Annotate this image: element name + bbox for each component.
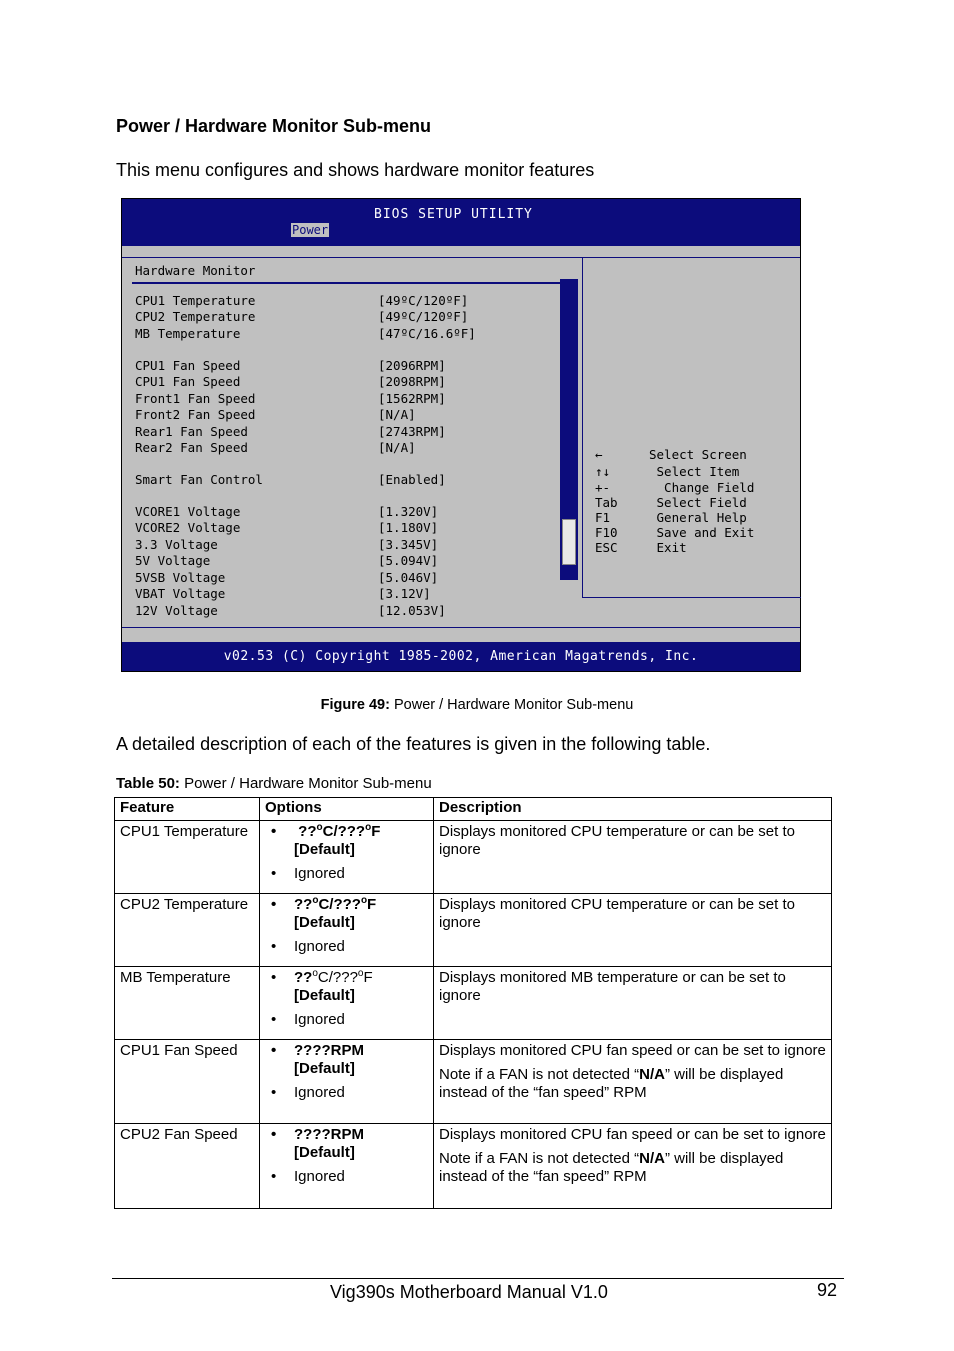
option-text: F [363, 969, 373, 986]
bios-row-label: CPU1 Temperature [135, 293, 256, 308]
degree-symbol: o [312, 895, 319, 906]
bios-row-value: [1.180V] [378, 520, 439, 535]
bios-tab-power[interactable]: Power [292, 223, 329, 237]
bios-row-value: [49ºC/120ºF] [378, 309, 469, 324]
option-default: [Default] [294, 1144, 355, 1161]
bios-row-vbat[interactable] [135, 586, 431, 602]
table-cell-options [260, 821, 434, 894]
bios-row-value: [2098RPM] [378, 374, 446, 389]
bios-help-general-help [595, 510, 747, 525]
option-text: C/??? [317, 969, 358, 986]
bios-panel-divider [582, 258, 583, 598]
description-text: Displays monitored CPU fan speed or can be set to ignore [439, 1126, 826, 1143]
option-text: C/??? [318, 896, 361, 913]
bios-row-label: Smart Fan Control [135, 472, 263, 487]
bios-help-desc: General Help [649, 510, 747, 525]
bios-header-bar [122, 199, 800, 246]
bios-row-value: [2096RPM] [378, 358, 446, 373]
bios-row-value: [47ºC/16.6ºF] [378, 326, 476, 341]
description-text: Displays monitored CPU fan speed or can be set to ignore [439, 1042, 826, 1059]
bios-row-value: [49ºC/120ºF] [378, 293, 469, 308]
note-text: Note if a FAN is not detected “ [439, 1066, 640, 1083]
bios-row-value: [5.094V] [378, 553, 439, 568]
bios-help-key: +- [595, 480, 611, 495]
bios-section-underline [132, 282, 562, 284]
bios-row-cpu1-temp[interactable] [135, 293, 469, 309]
bios-row-12v[interactable] [135, 603, 446, 619]
bios-scrollbar-thumb[interactable] [562, 519, 576, 565]
bios-row-label: VCORE1 Voltage [135, 504, 241, 519]
table-row [115, 1124, 832, 1209]
note-text: ” will be displayed instead of the “fan speed” RPM [439, 1150, 784, 1185]
degree-symbol: o [365, 822, 372, 833]
intro-text: This menu configures and shows hardware monitor features [116, 160, 595, 180]
option-text: ????RPM [294, 1042, 364, 1059]
option-text: C/??? [322, 823, 366, 840]
table-cell-feature: CPU2 Temperature [115, 894, 260, 967]
option-default: [Default] [294, 841, 355, 858]
feature-table [114, 797, 832, 1209]
bios-footer-bar [122, 642, 800, 671]
table-cell-options [260, 1040, 434, 1124]
note-na: N/A [639, 1150, 665, 1167]
bios-row-label: Rear1 Fan Speed [135, 424, 248, 439]
detail-text: A detailed description of each of the features is given in the following table. [116, 734, 711, 754]
fan-note [439, 1150, 826, 1186]
option-text: ?? [298, 823, 317, 840]
bios-help-desc: Select Field [649, 495, 747, 510]
bios-row-front2-fan[interactable] [135, 407, 416, 423]
bios-row-value: [2743RPM] [378, 424, 446, 439]
option-text: ????RPM [294, 1126, 364, 1143]
bios-row-label: CPU2 Temperature [135, 309, 256, 324]
table-cell-feature: CPU2 Fan Speed [115, 1124, 260, 1209]
option-ignored: • Ignored [265, 1084, 428, 1102]
bios-section-title: Hardware Monitor [135, 263, 256, 278]
degree-symbol: o [357, 968, 364, 979]
option-default: [Default] [294, 1060, 355, 1077]
bios-row-vcore1[interactable] [135, 504, 439, 520]
table-cell-description [434, 1124, 832, 1209]
table-header-options: Options [260, 798, 434, 821]
bios-help-desc: Change Field [649, 480, 755, 495]
table-cell-options [260, 1124, 434, 1209]
bios-settings-panel [122, 258, 582, 627]
bios-row-label: Front1 Fan Speed [135, 391, 256, 406]
table-caption [116, 775, 432, 792]
table-cell-description [434, 1040, 832, 1124]
degree-symbol: o [316, 822, 323, 833]
table-cell-feature: CPU1 Fan Speed [115, 1040, 260, 1124]
option-text: F [367, 896, 377, 913]
note-text: ” will be displayed instead of the “fan speed” RPM [439, 1066, 784, 1101]
bios-row-value: [12.053V] [378, 603, 446, 618]
table-cell-options [260, 894, 434, 967]
bios-row-label: Rear2 Fan Speed [135, 440, 248, 455]
table-caption-label: Table 50: [116, 775, 180, 792]
bios-row-value: [Enabled] [378, 472, 446, 487]
option-rpm-default [265, 1126, 428, 1162]
degree-symbol: o [312, 968, 318, 979]
bios-row-value: [5.046V] [378, 570, 439, 585]
bios-row-rear1-fan[interactable] [135, 424, 446, 440]
option-ignored: • Ignored [265, 1168, 428, 1186]
bios-row-5vsb[interactable] [135, 570, 439, 586]
table-row [115, 1040, 832, 1124]
figure-caption-text: Power / Hardware Monitor Sub-menu [389, 697, 634, 713]
bios-row-rear2-fan[interactable] [135, 440, 416, 456]
bios-row-5v[interactable] [135, 553, 439, 569]
bios-row-value: [3.12V] [378, 586, 431, 601]
table-cell-options [260, 967, 434, 1040]
degree-symbol: o [360, 895, 368, 906]
bios-row-label: 12V Voltage [135, 603, 218, 618]
bios-help-desc: Save and Exit [649, 525, 755, 540]
bios-copyright: v02.53 (C) Copyright 1985-2002, American Magatrends, Inc. [223, 649, 699, 664]
option-default: [Default] [294, 987, 355, 1004]
option-rpm-default [265, 1042, 428, 1078]
bios-row-cpu2-temp[interactable] [135, 309, 469, 325]
table-header-description: Description [434, 798, 832, 821]
bios-help-save-exit [595, 525, 755, 540]
bios-row-label: Front2 Fan Speed [135, 407, 256, 422]
option-ignored: • Ignored [265, 1011, 428, 1029]
option-temperature-default [265, 969, 428, 1005]
fan-note [439, 1066, 826, 1102]
bios-help-key: F1 [595, 510, 611, 525]
bios-row-vcore2[interactable] [135, 520, 439, 536]
figure-caption-label: Figure 49: [320, 697, 390, 713]
bios-row-value: [N/A] [378, 407, 416, 422]
option-text: ?? [294, 969, 313, 986]
bios-help-key: F10 [595, 525, 618, 540]
table-row [115, 821, 832, 894]
bios-help-desc: Select Item [649, 464, 740, 479]
option-default: [Default] [294, 914, 355, 931]
bios-row-value: [3.345V] [378, 537, 439, 552]
bios-divider-bottom [122, 627, 800, 628]
table-cell-feature: CPU1 Temperature [115, 821, 260, 894]
table-row [115, 894, 832, 967]
bios-row-label: VBAT Voltage [135, 586, 226, 601]
table-row [115, 967, 832, 1040]
option-text: F [371, 823, 381, 840]
bios-help-select-field [595, 495, 747, 510]
bios-row-cpu1-fan-2[interactable] [135, 374, 446, 390]
bios-row-label: CPU1 Fan Speed [135, 358, 241, 373]
option-text: ?? [294, 896, 313, 913]
bios-row-label: 3.3 Voltage [135, 537, 218, 552]
bios-help-key: ESC [595, 540, 618, 555]
footer-rule [112, 1278, 844, 1279]
bios-help-select-screen [595, 447, 747, 462]
bios-help-exit [595, 540, 687, 555]
bios-row-label: VCORE2 Voltage [135, 520, 241, 535]
page-number: 92 [817, 1280, 838, 1300]
bios-help-desc: Select Screen [649, 447, 747, 462]
bios-help-select-item [595, 464, 740, 479]
page-heading: Power / Hardware Monitor Sub-menu [116, 116, 432, 136]
bios-row-3v3[interactable] [135, 537, 439, 553]
bios-row-value: [1562RPM] [378, 391, 446, 406]
arrow-left-icon: ← [595, 447, 603, 462]
bios-row-mb-temp[interactable] [135, 326, 476, 342]
bios-row-label: MB Temperature [135, 326, 241, 341]
option-temperature-default [265, 823, 428, 859]
bios-screenshot [121, 198, 801, 672]
table-header-row [115, 798, 832, 821]
bios-row-label: 5V Voltage [135, 553, 211, 568]
figure-caption [0, 697, 954, 713]
bios-row-value: [N/A] [378, 440, 416, 455]
arrow-up-down-icon: ↑↓ [595, 464, 611, 479]
bios-help-change-field [595, 480, 755, 495]
table-cell-feature: MB Temperature [115, 967, 260, 1040]
bios-row-label: 5VSB Voltage [135, 570, 226, 585]
bios-row-front1-fan[interactable] [135, 391, 446, 407]
bios-help-panel-bottom [582, 597, 801, 598]
table-cell-description: Displays monitored CPU temperature or can be set to ignore [434, 894, 832, 967]
option-ignored: • Ignored [265, 865, 428, 883]
footer-title: Vig390s Motherboard Manual V1.0 [330, 1282, 608, 1302]
note-na: N/A [639, 1066, 665, 1083]
option-ignored: • Ignored [265, 938, 428, 956]
table-cell-description: Displays monitored MB temperature or can be set to ignore [434, 967, 832, 1040]
table-cell-description: Displays monitored CPU temperature or can be set to ignore [434, 821, 832, 894]
bios-row-value: [1.320V] [378, 504, 439, 519]
bios-help-desc: Exit [649, 540, 687, 555]
table-caption-text: Power / Hardware Monitor Sub-menu [179, 775, 432, 792]
note-text: Note if a FAN is not detected “ [439, 1150, 640, 1167]
bios-row-smart-fan[interactable] [135, 472, 446, 488]
bios-title: BIOS SETUP UTILITY [374, 207, 533, 222]
bios-help-key: Tab [595, 495, 618, 510]
bios-row-label: CPU1 Fan Speed [135, 374, 241, 389]
option-temperature-default [265, 896, 428, 932]
table-header-feature: Feature [115, 798, 260, 821]
bios-row-cpu1-fan[interactable] [135, 358, 446, 374]
